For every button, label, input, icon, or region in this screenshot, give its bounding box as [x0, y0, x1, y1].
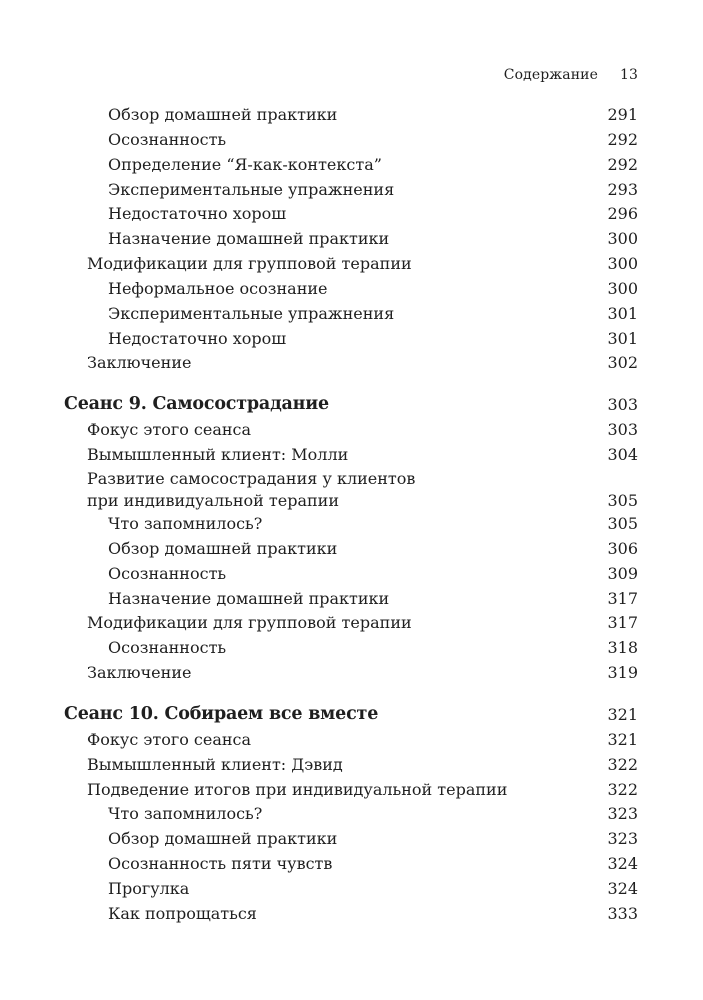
toc-entry-title: Что запомнилось?	[108, 513, 263, 533]
toc-entry-title: Подведение итогов при индивидуальной терапии	[87, 779, 508, 799]
toc-entry	[0, 128, 703, 153]
toc-entry-title: Фокус этого сеанса	[87, 420, 252, 440]
toc-entry	[0, 302, 703, 327]
toc-entry-page: 306	[607, 538, 638, 558]
toc-entry-title: Осознанность	[108, 129, 227, 149]
toc-entry-page: 291	[607, 105, 638, 124]
toc-entry-page: 324	[607, 878, 638, 898]
toc-entry	[0, 827, 703, 852]
toc-entry-page: 319	[607, 663, 638, 683]
toc-entry	[0, 611, 703, 636]
toc-entry-page: 300	[607, 278, 638, 298]
toc-entry	[0, 351, 703, 376]
toc-entry	[0, 587, 703, 612]
toc-entry-title: Экспериментальные упражнения	[108, 303, 395, 323]
toc-entry-page: 305	[607, 490, 638, 510]
toc-entry-title: Обзор домашней практики	[108, 829, 338, 849]
toc-entry-page: 292	[607, 129, 638, 149]
toc-entry-title: Как попрощаться	[108, 903, 257, 923]
running-header	[504, 67, 638, 83]
table-of-contents	[0, 103, 703, 927]
toc-entry	[0, 103, 703, 128]
toc-entry-title: Экспериментальные упражнения	[108, 179, 395, 199]
toc-entry-multiline	[0, 468, 703, 512]
toc-entry-page: 292	[607, 154, 638, 174]
toc-entry-title: Обзор домашней практики	[108, 538, 338, 558]
toc-entry-title: Что запомнилось?	[108, 804, 263, 824]
toc-entry	[0, 778, 703, 803]
toc-chapter-heading	[0, 391, 703, 418]
toc-entry-page: 323	[607, 804, 638, 824]
toc-entry-page: 301	[607, 328, 638, 348]
toc-entry-page: 300	[607, 229, 638, 249]
toc-chapter-page: 303	[607, 395, 638, 415]
toc-entry-page: 305	[607, 513, 638, 533]
toc-entry-page: 322	[607, 779, 638, 799]
toc-entry-title: Назначение домашней практики	[108, 588, 390, 608]
toc-entry-page: 303	[607, 420, 638, 440]
toc-entry	[0, 562, 703, 587]
toc-entry	[0, 443, 703, 468]
toc-entry-title: Обзор домашней практики	[108, 105, 338, 124]
toc-entry-title: Модификации для групповой терапии	[87, 613, 412, 633]
toc-entry	[0, 252, 703, 277]
toc-entry	[0, 636, 703, 661]
toc-entry	[0, 728, 703, 753]
toc-entry-title: Неформальное осознание	[108, 278, 328, 298]
toc-entry-page: 321	[607, 729, 638, 749]
toc-entry	[0, 902, 703, 927]
toc-chapter-heading	[0, 701, 703, 728]
toc-entry-title: Прогулка	[108, 878, 190, 898]
toc-entry-page: 302	[607, 353, 638, 373]
toc-entry-page: 322	[607, 754, 638, 774]
toc-entry-title	[87, 468, 415, 512]
toc-entry-page: 309	[607, 563, 638, 583]
toc-entry-page: 333	[607, 903, 638, 923]
toc-entry-page: 301	[607, 303, 638, 323]
toc-entry	[0, 661, 703, 686]
toc-entry-title: Недостаточно хорош	[108, 204, 287, 224]
toc-entry	[0, 512, 703, 537]
toc-entry-page: 324	[607, 854, 638, 874]
toc-entry	[0, 202, 703, 227]
toc-entry-title-line2: при индивидуальной терапии	[87, 490, 339, 510]
toc-chapter-page: 321	[607, 704, 638, 724]
toc-entry-title: Фокус этого сеанса	[87, 729, 252, 749]
toc-entry	[0, 178, 703, 203]
toc-chapter-title: Сеанс 9. Самосострадание	[64, 394, 329, 415]
toc-entry	[0, 227, 703, 252]
toc-entry-page: 293	[607, 179, 638, 199]
toc-entry-title: Определение “Я-как-контекста”	[108, 154, 382, 174]
toc-entry-title: Вымышленный клиент: Дэвид	[87, 754, 343, 774]
toc-entry	[0, 753, 703, 778]
running-header-title: Содержание	[503, 67, 598, 83]
toc-entry	[0, 277, 703, 302]
toc-chapter-title: Сеанс 10. Собираем все вместе	[64, 703, 379, 724]
toc-entry	[0, 153, 703, 178]
toc-entry	[0, 418, 703, 443]
toc-entry-title: Заключение	[87, 663, 192, 683]
toc-entry	[0, 852, 703, 877]
toc-entry-page: 300	[607, 254, 638, 274]
page-number: 13	[619, 67, 638, 83]
toc-entry-title: Осознанность	[108, 638, 227, 658]
toc-entry-page: 323	[607, 829, 638, 849]
toc-entry-page: 304	[607, 445, 638, 465]
toc-entry	[0, 877, 703, 902]
toc-entry	[0, 537, 703, 562]
toc-entry-title: Заключение	[87, 353, 192, 373]
toc-entry-page: 317	[607, 613, 638, 633]
toc-entry-page: 296	[607, 204, 638, 224]
toc-entry-title: Осознанность	[108, 563, 227, 583]
toc-entry-page: 317	[607, 588, 638, 608]
toc-entry-title: Модификации для групповой терапии	[87, 254, 412, 274]
toc-entry-title-line1: Развитие самосострадания у клиентов	[87, 468, 416, 488]
toc-entry-title: Вымышленный клиент: Молли	[87, 445, 349, 465]
toc-entry	[0, 327, 703, 352]
toc-entry	[0, 802, 703, 827]
toc-entry-title: Назначение домашней практики	[108, 229, 390, 249]
toc-entry-title: Осознанность пяти чувств	[108, 854, 333, 874]
toc-entry-page: 318	[607, 638, 638, 658]
toc-entry-title: Недостаточно хорош	[108, 328, 287, 348]
